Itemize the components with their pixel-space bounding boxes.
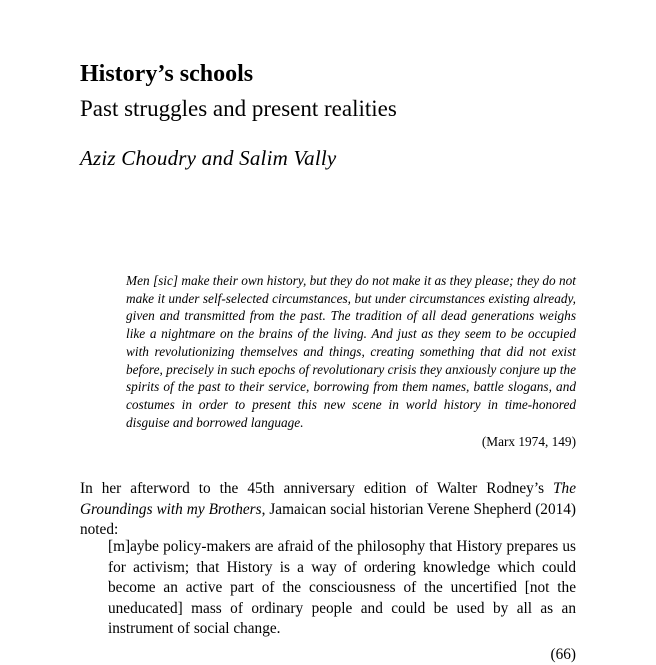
epigraph-quote: Men [sic] make their own history, but they do not make it as they please; they do not make it under self-selected circumstances, but under circumstances existing already, given and transmitted from the past. The tradition of all dead generations weighs like a nightmare on the brains of the living. And just as they seem to be occupied with revolutionizing themselves and things, creating something that did not exist before, precisely in such epochs of revolutionary crisis they anxiously conjure up the spirits of the past to their service, borrowing from them names, battle slogans, and costumes in order to present this new scene in world history in time-honored disguise and borrowed language. [126,272,576,431]
intro-text-after: , Jamaican social historian Verene Shepherd (2014) noted: [80,501,576,539]
epigraph-citation: (Marx 1974, 149) [126,433,576,451]
block-quote-text: [m]aybe policy-makers are afraid of the philosophy that History prepares us for activism; that History is a way of ordering knowledge which could become an active part of the consciousness of the uncertified [not the uneducated] mass of ordinary people and could be used by all as an instrument of social change. [108,537,576,640]
book-title: The Groundings with my Brothers [80,480,576,518]
chapter-subtitle: Past struggles and present realities [80,94,397,124]
intro-text-before: In her afterword to the 45th anniversary edition of Walter Rodney’s [80,480,553,497]
chapter-authors: Aziz Choudry and Salim Vally [80,144,336,172]
chapter-title: History’s schools [80,58,253,90]
block-quote-citation: (66) [108,645,576,665]
epigraph [126,272,576,451]
intro-paragraph [80,479,576,541]
